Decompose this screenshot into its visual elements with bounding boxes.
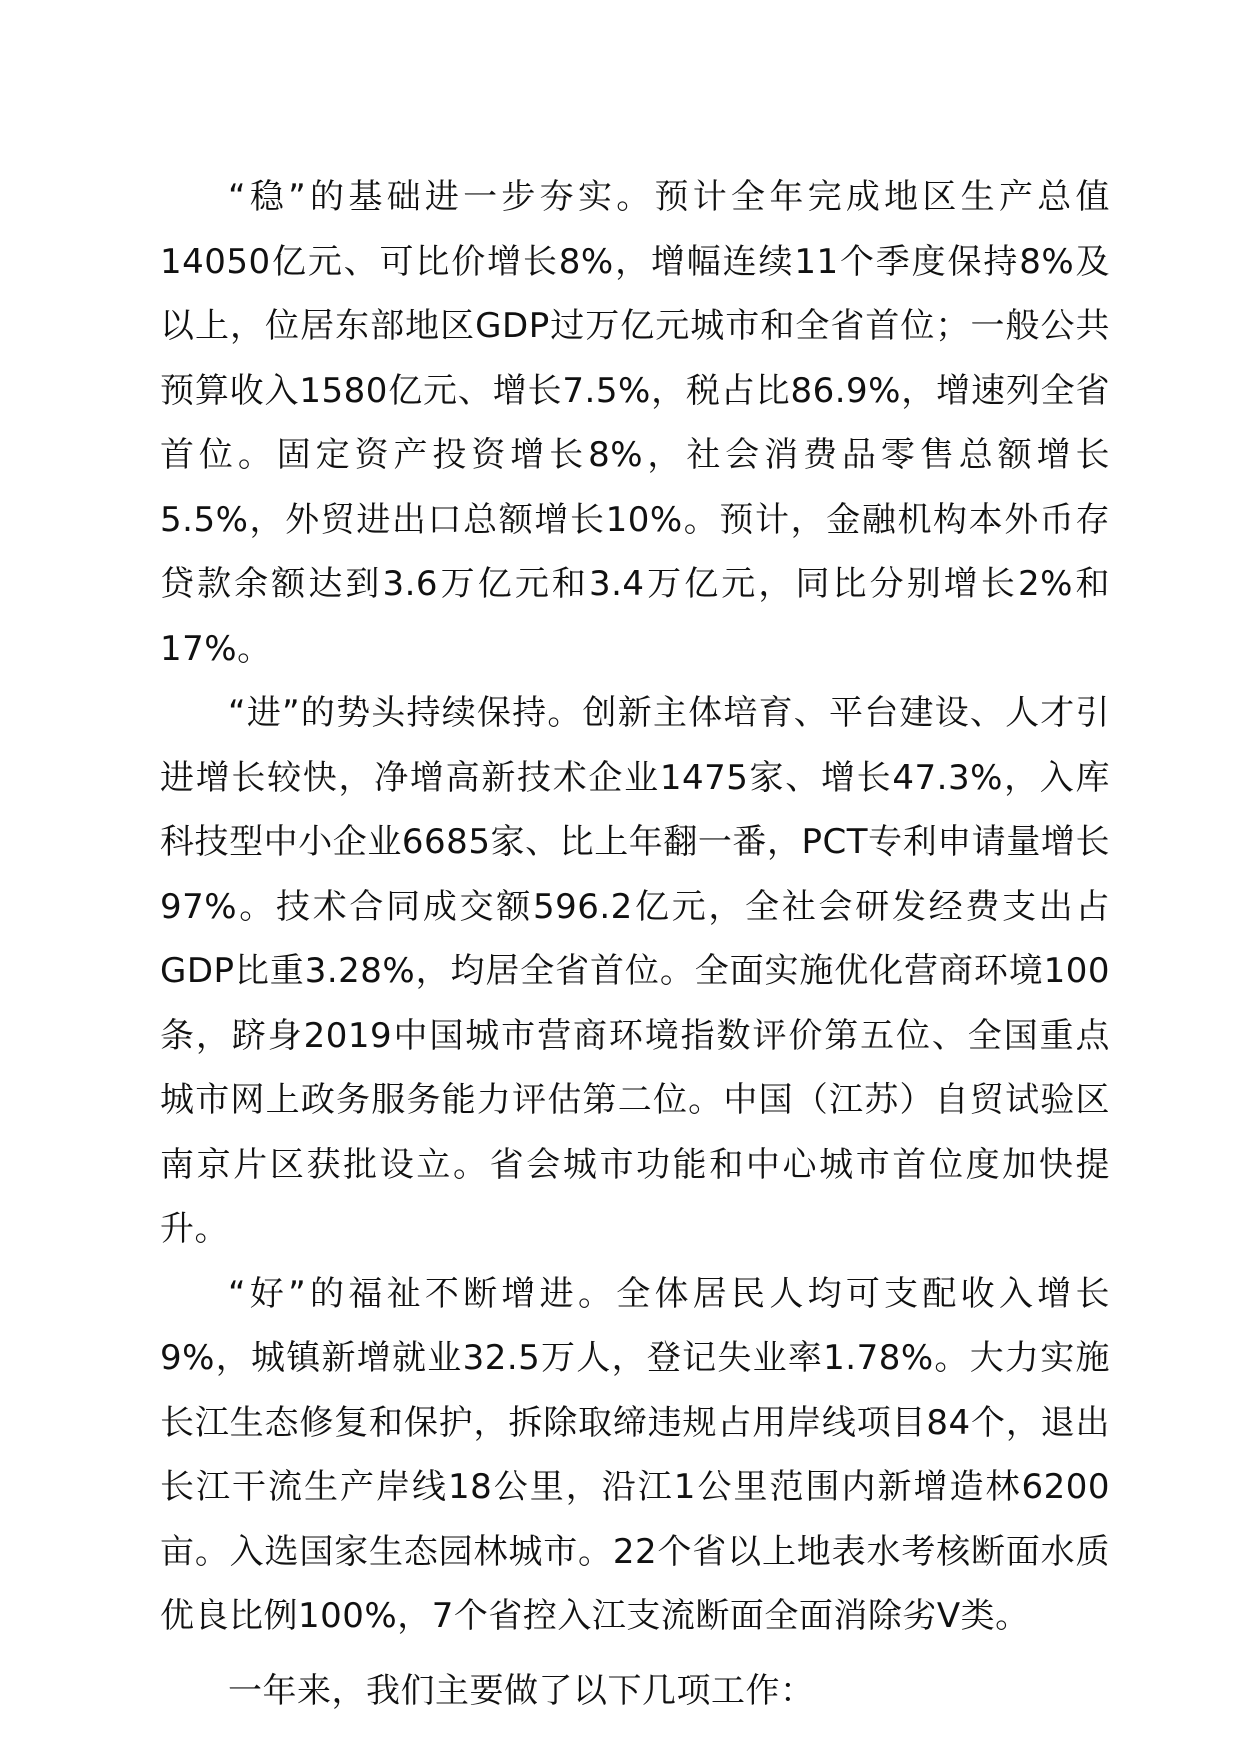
document-body: [160, 165, 1110, 1723]
paragraph-progress: “进”的势头持续保持。创新主体培育、平台建设、人才引进增长较快，净增高新技术企业1475家、增长47.3%，入库科技型中小企业6685家、比上年翻一番，PCT专利申请量增长97%。技术合同成交额596.2亿元，全社会研发经费支出占GDP比重3.28%，均居全省首位。全面实施优化营商环境100条，跻身2019中国城市营商环境指数评价第五位、全国重点城市网上政务服务能力评估第二位。中国（江苏）自贸试验区南京片区获批设立。省会城市功能和中心城市首位度加快提升。: [160, 693, 1110, 1249]
paragraph-stability: “稳”的基础进一步夯实。预计全年完成地区生产总值14050亿元、可比价增长8%，增幅连续11个季度保持8%及以上，位居东部地区GDP过万亿元城市和全省首位；一般公共预算收入1580亿元、增长7.5%，税占比86.9%，增速列全省首位。固定资产投资增长8%，社会消费品零售总额增长5.5%，外贸进出口总额增长10%。预计，金融机构本外币存贷款余额达到3.6万亿元和3.4万亿元，同比分别增长2%和17%。: [160, 177, 1110, 669]
paragraph-work-intro: 一年来，我们主要做了以下几项工作：: [228, 1670, 815, 1711]
paragraph-welfare: “好”的福祉不断增进。全体居民人均可支配收入增长9%，城镇新增就业32.5万人，登记失业率1.78%。大力实施长江生态修复和保护，拆除取缔违规占用岸线项目84个，退出长江干流生产岸线18公里，沿江1公里范围内新增造林6200亩。入选国家生态园林城市。22个省以上地表水考核断面水质优良比例100%，7个省控入江支流断面全面消除劣Ⅴ类。: [160, 1273, 1110, 1636]
